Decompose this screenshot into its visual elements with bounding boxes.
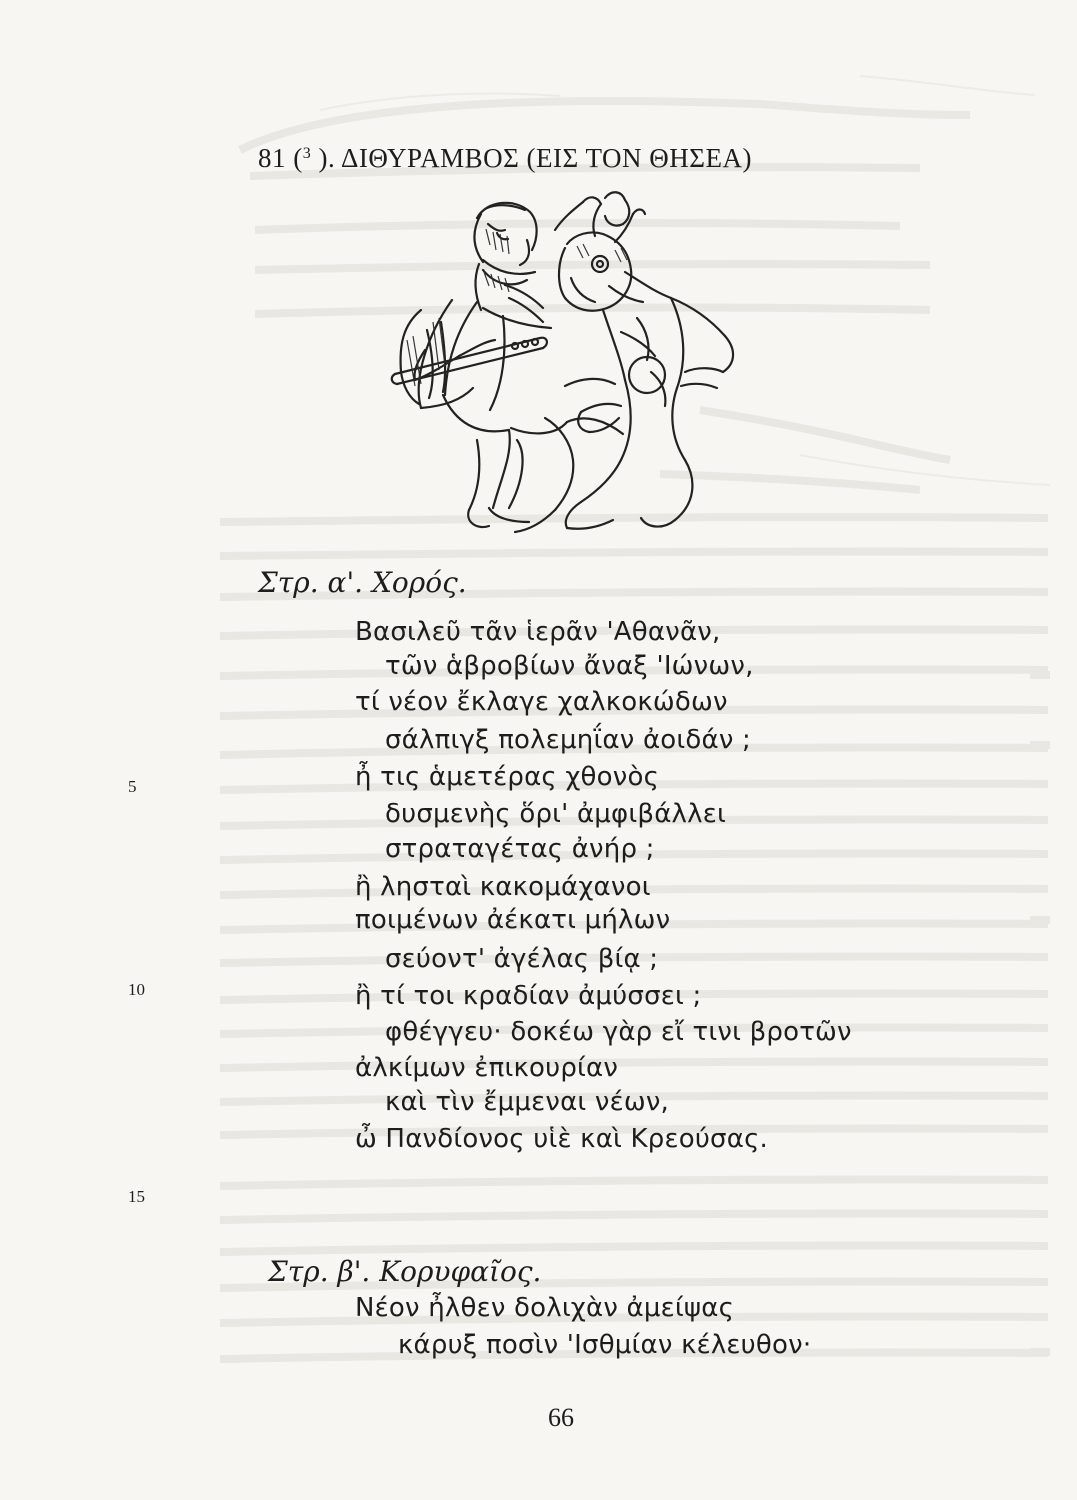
line-number-5: 5 [128, 777, 137, 796]
verse-line-11: ἢ τί τοι κραδίαν ἀμύσσει ; [355, 981, 702, 1011]
line-number-15: 15 [128, 1187, 145, 1206]
verse-line-4: σάλπιγξ πολεμηΐαν ἀοιδάν ; [385, 725, 751, 755]
verse-line-8: ἢ λησταὶ κακομάχανοι [355, 872, 651, 902]
verse-line-14: καὶ τὶν ἔμμεναι νέων, [385, 1087, 670, 1117]
verse-line-7: στραταγέτας ἀνήρ ; [385, 834, 655, 864]
title-number: 81 ( [258, 143, 303, 173]
verse-line-9: ποιμένων ἀέκατι μήλων [355, 905, 671, 935]
stanza-heading-2: Στρ. β'. Κορυφαῖος. [268, 1255, 542, 1288]
verse-line-3: τί νέον ἔκλαγε χαλκοκώδων [355, 687, 728, 717]
verse-line-12: φθέγγευ· δοκέω γὰρ εἴ τινι βροτῶν [385, 1017, 852, 1047]
title-text: ). ΔΙΘΥΡΑΜΒΟΣ (ΕΙΣ ΤΟΝ ΘΗΣΕΑ) [311, 143, 752, 173]
theseus-minotaur-illustration [385, 190, 765, 540]
verse-line-10: σεύοντ' ἀγέλας βίᾳ ; [385, 944, 659, 974]
verse-line-1: Βασιλεῦ τᾶν ἱερᾶν 'Αθανᾶν, [355, 617, 721, 647]
verse-line-13: ἀλκίμων ἐπικουρίαν [355, 1053, 619, 1083]
line-number-10: 10 [128, 980, 145, 999]
verse-line-2: τῶν ἁβροβίων ἄναξ 'Ιώνων, [385, 651, 754, 681]
poem-title [258, 143, 752, 174]
verse-line-6: δυσμενὴς ὅρι' ἀμφιβάλλει [385, 799, 726, 829]
verse-line-16: Νέον ἦλθεν δολιχὰν ἀμείψας [355, 1293, 735, 1323]
verse-line-15: ὦ Πανδίονος υἱὲ καὶ Κρεούσας. [355, 1124, 769, 1154]
verse-line-5: ἦ τις ἁμετέρας χθονὸς [355, 762, 660, 792]
stanza-heading-1: Στρ. α'. Χορός. [258, 566, 467, 599]
verse-line-17: κάρυξ ποσὶν 'Ισθμίαν κέλευθον· [398, 1330, 812, 1360]
title-footnote-marker: 3 [302, 145, 312, 162]
page-number: 66 [548, 1403, 574, 1432]
